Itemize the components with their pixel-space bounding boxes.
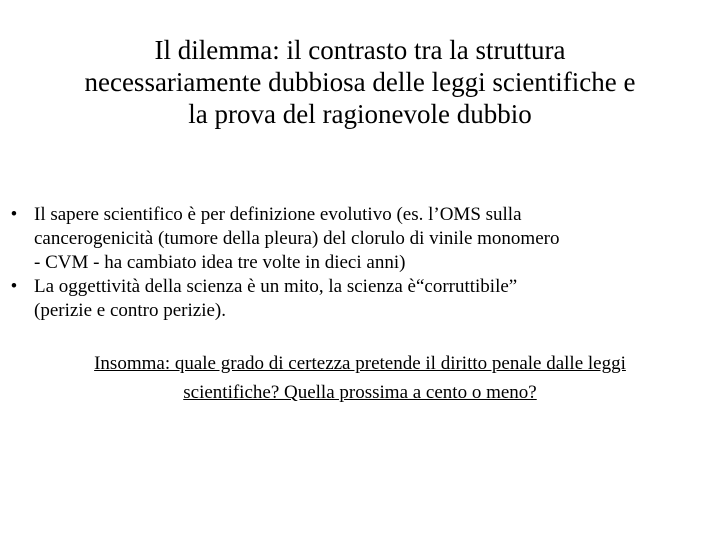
title-line: la prova del ragionevole dubbio	[188, 99, 532, 129]
bullet-item	[0, 275, 720, 323]
bullet-line: cancerogenicità (tumore della pleura) del clorulo di vinile monomero	[34, 228, 560, 249]
conclusion-line: Insomma: quale grado di certezza pretende il diritto penale dalle leggi	[94, 353, 626, 374]
bullet-line: Il sapere scientifico è per definizione evolutivo (es. l’OMS sulla	[34, 204, 522, 225]
slide-title	[20, 34, 700, 130]
conclusion-question	[0, 349, 720, 407]
title-line: Il dilemma: il contrasto tra la struttura	[154, 35, 566, 65]
conclusion-line: scientifiche? Quella prossima a cento o meno?	[183, 382, 537, 403]
bullet-line: La oggettività della scienza è un mito, la scienza è“corruttibile”	[34, 276, 518, 297]
bullet-item	[0, 203, 720, 275]
bullet-line: - CVM - ha cambiato idea tre volte in dieci anni)	[34, 252, 406, 273]
title-line: necessariamente dubbiosa delle leggi scientifiche e	[84, 67, 636, 97]
bullet-marker: •	[10, 276, 18, 297]
bullet-marker: •	[10, 204, 18, 225]
bullet-line: (perizie e contro perizie).	[34, 300, 226, 321]
bullet-list	[0, 203, 720, 323]
